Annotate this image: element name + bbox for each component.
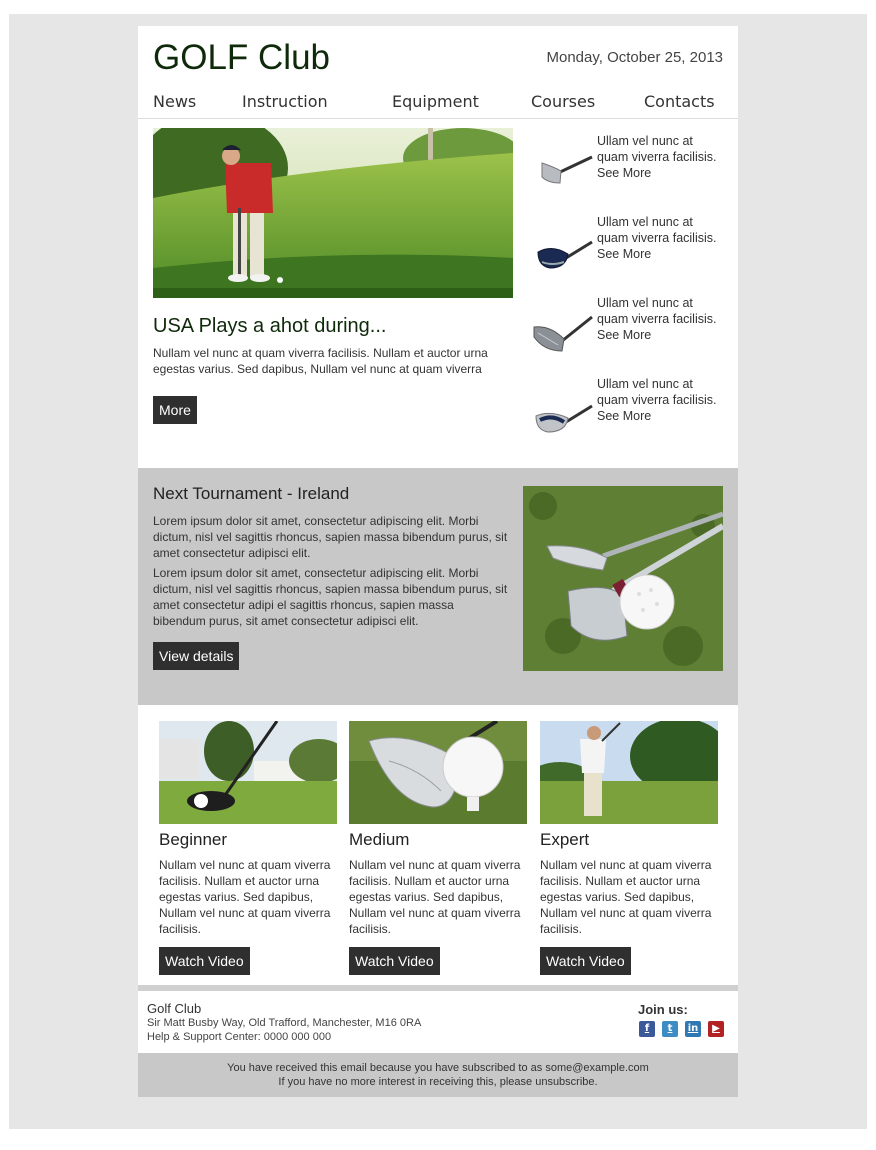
nav-bar — [153, 92, 723, 114]
nav-equipment[interactable]: Equipment — [392, 92, 479, 111]
twitter-icon[interactable]: t — [662, 1021, 678, 1037]
level-card-medium — [349, 721, 527, 975]
footer-help: Help & Support Center: 0000 000 000 — [147, 1031, 332, 1043]
see-more-link[interactable]: See More — [597, 166, 652, 180]
side-item-text: Ullam vel nunc at quam viverra facilisis. See More — [597, 133, 727, 181]
driver-club-icon — [528, 222, 594, 278]
level-text: Nullam vel nunc at quam viverra facilisis. Nullam et auctor urna egestas varius. Sed dapibus, Nullam vel nunc at quam viverra facilisis. — [540, 858, 712, 936]
linkedin-icon[interactable]: in — [685, 1021, 701, 1037]
footer-club-name: Golf Club — [147, 1001, 202, 1016]
join-us-label: Join us: — [638, 1002, 688, 1017]
tournament-section — [138, 468, 738, 705]
level-card-beginner — [159, 721, 337, 975]
hybrid-club-icon — [528, 384, 594, 440]
side-item-text: Ullam vel nunc at quam viverra facilisis. See More — [597, 295, 727, 343]
subscription-notice — [138, 1053, 738, 1097]
iron-club-icon — [528, 303, 594, 359]
level-title[interactable]: Beginner — [159, 830, 228, 849]
side-item — [528, 214, 728, 284]
side-item — [528, 133, 728, 203]
youtube-icon[interactable]: ▶ — [708, 1021, 724, 1037]
nav-instruction[interactable]: Instruction — [242, 92, 328, 111]
tournament-paragraph: Lorem ipsum dolor sit amet, consectetur adipiscing elit. Morbi dictum, nisl vel sagittis rhoncus, sapien massa bibendum purus, sit amet consectetur adipisci elit. — [153, 514, 508, 560]
side-item-text: Ullam vel nunc at quam viverra facilisis. See More — [597, 376, 727, 424]
header — [138, 26, 738, 119]
view-details-button[interactable]: View details — [153, 642, 239, 670]
tournament-image — [523, 486, 723, 671]
tournament-paragraph: Lorem ipsum dolor sit amet, consectetur adipiscing elit. Morbi dictum, nisl vel sagittis rhoncus, sapien massa bibendum purus, sit amet consectetur adipi el sagittis rhoncus, sapien massa bibendum purus, sit amet consectetur adipisci elit. — [153, 566, 508, 628]
level-card-expert — [540, 721, 718, 975]
subscription-line: You have received this email because you have subscribed to as some@example.com — [227, 1062, 649, 1074]
date: Monday, October 25, 2013 — [546, 49, 723, 66]
email-container — [138, 26, 738, 1097]
footer-address: Sir Matt Busby Way, Old Trafford, Manchester, M16 0RA — [147, 1017, 422, 1029]
medium-image — [349, 721, 527, 824]
hero-section — [138, 119, 738, 468]
level-title[interactable]: Medium — [349, 830, 410, 849]
hero-golfer-image — [153, 128, 513, 298]
level-text: Nullam vel nunc at quam viverra facilisis. Nullam et auctor urna egestas varius. Sed dapibus, Nullam vel nunc at quam viverra facilisis. — [349, 858, 521, 936]
nav-courses[interactable]: Courses — [531, 92, 596, 111]
side-item — [528, 376, 728, 446]
levels-section — [138, 705, 738, 991]
see-more-link[interactable]: See More — [597, 328, 652, 342]
side-item — [528, 295, 728, 365]
logo[interactable]: GOLF Club — [153, 38, 330, 77]
watch-video-button[interactable]: Watch Video — [540, 947, 631, 975]
facebook-icon[interactable]: f — [639, 1021, 655, 1037]
side-item-text: Ullam vel nunc at quam viverra facilisis. See More — [597, 214, 727, 262]
nav-news[interactable]: News — [153, 92, 197, 111]
watch-video-button[interactable]: Watch Video — [159, 947, 250, 975]
more-button[interactable]: More — [153, 396, 197, 424]
nav-contacts[interactable]: Contacts — [644, 92, 715, 111]
hero-title[interactable]: USA Plays a ahot during... — [153, 315, 387, 337]
see-more-link[interactable]: See More — [597, 409, 652, 423]
beginner-image — [159, 721, 337, 824]
level-text: Nullam vel nunc at quam viverra facilisis. Nullam et auctor urna egestas varius. Sed dapibus, Nullam vel nunc at quam viverra facilisis. — [159, 858, 331, 936]
tournament-title[interactable]: Next Tournament - Ireland — [153, 484, 350, 503]
golf-club-icon — [528, 141, 594, 197]
watch-video-button[interactable]: Watch Video — [349, 947, 440, 975]
hero-text: Nullam vel nunc at quam viverra facilisis. Nullam et auctor urna egestas varius. Sed dapibus, Nullam vel nunc at quam viverra — [153, 346, 488, 376]
footer — [138, 991, 738, 1053]
see-more-link[interactable]: See More — [597, 247, 652, 261]
level-title[interactable]: Expert — [540, 830, 590, 849]
expert-image — [540, 721, 718, 824]
unsubscribe-line[interactable]: If you have no more interest in receiving this, please unsubscribe. — [278, 1076, 598, 1088]
